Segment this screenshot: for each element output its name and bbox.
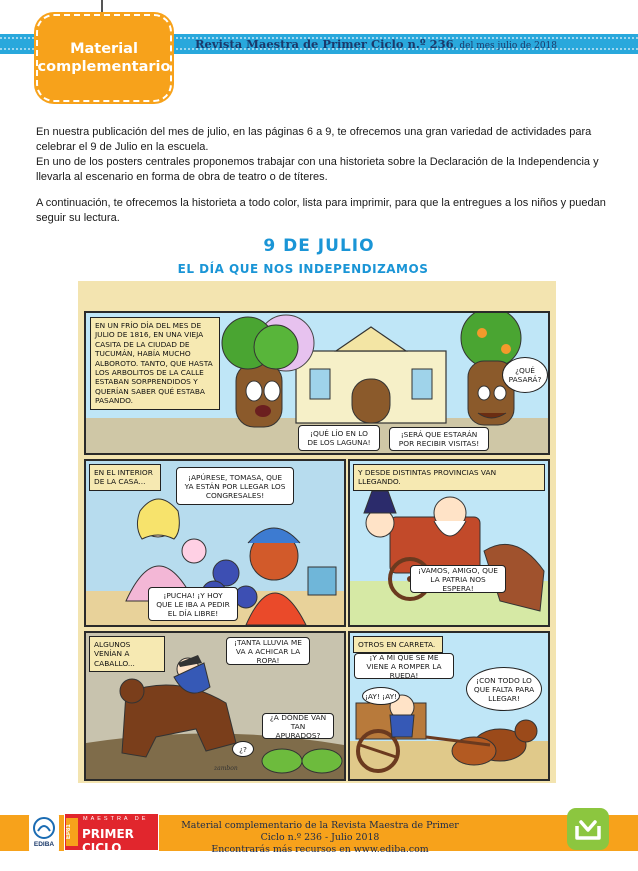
footer-line-1: Material complementario de la Revista Maestra de Primer Ciclo n.º 236 - Julio 2018 <box>181 820 459 843</box>
panel-4-caption: ALGUNOS VENÍAN A CABALLO... <box>89 636 165 672</box>
comic-strip <box>78 281 556 783</box>
comic-panel-2 <box>84 459 346 627</box>
magazine-date: , del mes julio de 2018 <box>453 41 558 51</box>
comic-panel-4 <box>84 631 346 781</box>
download-button[interactable] <box>567 808 609 850</box>
primer-ciclo-label: PRIMER CICLO <box>82 827 134 855</box>
badge-line-1: Material <box>70 41 138 57</box>
magazine-reference <box>195 37 557 51</box>
comic-panel-1 <box>84 311 550 455</box>
intro-paragraph-3: A continuación, te ofrecemos la historieta a todo color, lista para imprimir, para que la entregues a los niños y puedan seguir su lectura. <box>36 197 606 224</box>
comic-panel-3 <box>348 459 550 627</box>
download-icon <box>567 808 609 850</box>
comic-subtitle: EL DÍA QUE NOS INDEPENDIZAMOS <box>177 262 429 276</box>
panel-1-bubble-visitas: ¡SERÁ QUE ESTARÁN POR RECIBIR VISITAS! <box>389 427 489 451</box>
ediba-emblem-icon <box>29 815 59 841</box>
panel-3-bubble-vamos: ¡VAMOS, AMIGO, QUE LA PATRIA NOS ESPERA! <box>410 565 506 593</box>
ediba-label: EDIBA <box>33 841 55 848</box>
badge-line-2: complementario <box>37 59 171 75</box>
panel-2-bubble-pucha: ¡PUCHA! ¡Y HOY QUE LE IBA A PEDIR EL DÍA LIBRE! <box>148 587 238 621</box>
intro-paragraph-2: En uno de los posters centrales proponemos trabajar con una historieta sobre la Declaración de la Independencia y llevarla al escenario en forma de obra de teatro o de títeres. <box>36 156 599 183</box>
intro-paragraph-1: En nuestra publicación del mes de julio, en las páginas 6 a 9, te ofrecemos una gran variedad de actividades para celebrar el 9 de Julio en la escuela. <box>36 126 592 153</box>
intro-text <box>36 125 606 226</box>
footer-text <box>170 820 470 856</box>
panel-4-signature: zambon <box>214 765 238 772</box>
comic-panel-5 <box>348 631 550 781</box>
panel-4-bubble-lluvia: ¡TANTA LLUVIA ME VA A ACHICAR LA ROPA! <box>226 637 310 665</box>
panel-2-bubble-apurese: ¡APÚRESE, TOMASA, QUE YA ESTÁN POR LLEGAR LOS CONGRESALES! <box>176 467 294 505</box>
panel-3-caption: Y DESDE DISTINTAS PROVINCIAS VAN LLEGANDO. <box>353 464 545 491</box>
revista-label: MAESTRA DE <box>83 816 149 822</box>
ep-label: EP81 <box>66 818 78 846</box>
magazine-title: Revista Maestra de Primer Ciclo n.º 236 <box>195 37 454 51</box>
panel-1-bubble-lio: ¡QUÉ LÍO EN LO DE LOS LAGUNA! <box>298 425 380 451</box>
panel-5-bubble-ayay: ¡AY! ¡AY! <box>362 687 400 705</box>
panel-5-caption: OTROS EN CARRETA. <box>353 636 443 653</box>
panel-5-bubble-falta: ¡CON TODO LO QUE FALTA PARA LLEGAR! <box>466 667 542 711</box>
panel-4-bubble-q: ¿? <box>232 741 254 757</box>
panel-1-caption: EN UN FRÍO DÍA DEL MES DE JULIO DE 1816, EN UNA VIEJA CASITA DE LA CIUDAD DE TUCUMÁN, HABÍA MUCHO ALBOROTO. TANTO, QUE HASTA LOS ARBOLITOS DE LA CALLE ESTABAN SORPRENDIDOS Y QUERÍAN SABER QUÉ ESTABA PASANDO. <box>90 317 220 410</box>
panel-2-caption: EN EL INTERIOR DE LA CASA... <box>89 464 161 491</box>
comic-title: 9 DE JULIO <box>263 236 375 256</box>
panel-5-bubble-rueda: ¡Y A MÍ QUE SE ME VIENE A ROMPER LA RUEDA! <box>354 653 454 679</box>
material-complementario-badge <box>36 14 172 102</box>
primer-ciclo-logo <box>64 813 159 855</box>
panel-1-bubble-que-pasara: ¿QUÉ PASARÁ? <box>502 357 548 393</box>
panel-4-bubble-donde: ¿A DÓNDE VAN TAN APURADOS? <box>262 713 334 739</box>
footer-line-2[interactable]: Encontrarás más recursos en www.ediba.com <box>211 844 429 855</box>
